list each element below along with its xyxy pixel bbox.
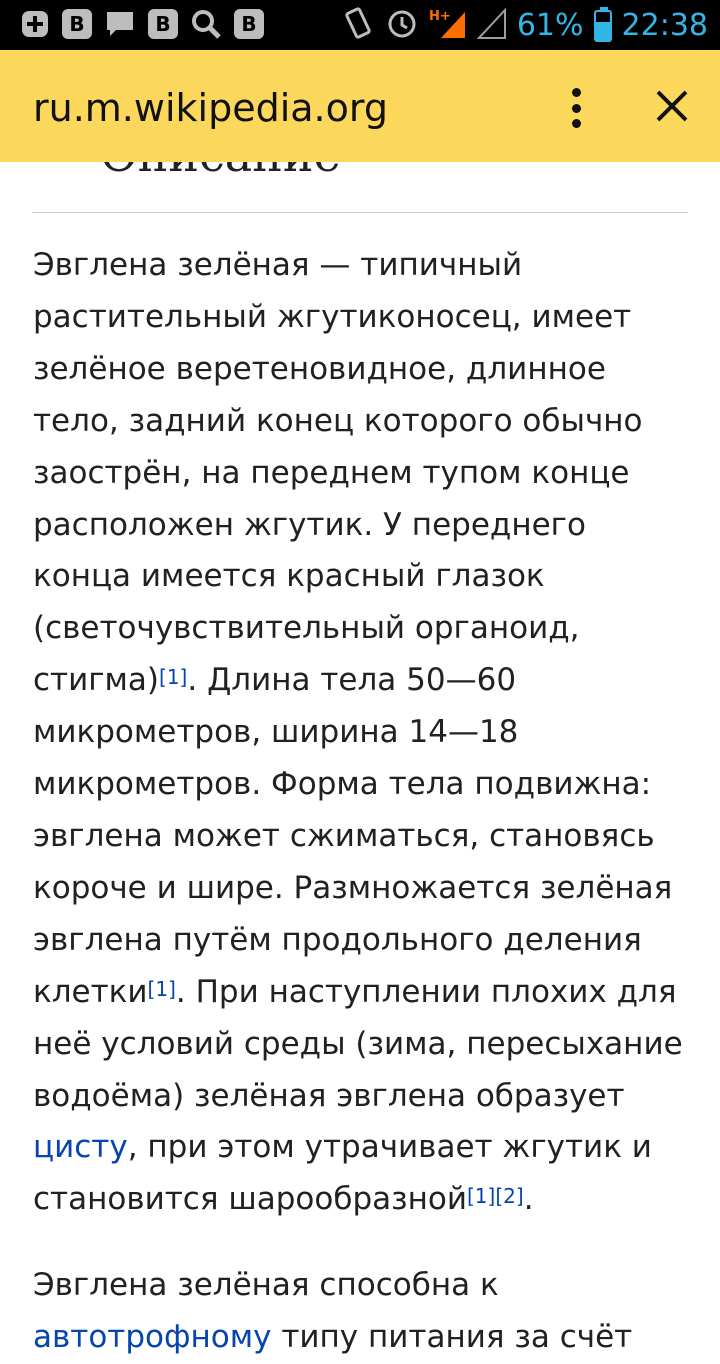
url-display[interactable]: ru.m.wikipedia.org	[33, 86, 388, 130]
link-cyst[interactable]: цисту	[33, 1129, 128, 1166]
battery-icon	[594, 10, 612, 42]
text-run: .	[523, 1181, 534, 1218]
reference-link[interactable]: [2]	[495, 1184, 524, 1209]
reference-link[interactable]: [1]	[147, 976, 176, 1001]
text-run: . При наступлении плохих для неё условий среды (зима, пересыхание водоёма) зелёная эвглена образует	[33, 973, 683, 1114]
clock: 22:38	[621, 8, 708, 43]
dot-icon	[572, 104, 581, 113]
status-bar	[0, 0, 720, 50]
text-run: , при этом утрачивает жгутик и становится шарообразной	[33, 1129, 652, 1218]
text-run: . Длина тела 50—60 микрометров, ширина 14—18 микрометров. Форма тела подвижна: эвглена может сжиматься, становясь короче и шире. Размножается зелёная эвглена путём продольного деления клетки	[33, 662, 673, 1010]
paragraph	[33, 240, 693, 1226]
chat-icon	[104, 9, 136, 39]
wifi-icon	[477, 6, 507, 45]
paragraph	[33, 1260, 693, 1364]
text-run: Эвглена зелёная способна к	[33, 1267, 499, 1304]
close-icon	[650, 84, 694, 128]
browser-toolbar	[0, 50, 720, 162]
signal-icon	[429, 6, 467, 45]
vk-icon: B	[62, 9, 92, 39]
section-divider	[32, 212, 688, 213]
text-run: типу питания за счёт	[271, 1319, 633, 1356]
text-run: Эвглена зелёная — типичный растительный жгутиконосец, имеет зелёное веретеновидное, длинное тело, задний конец которого обычно заострён, на переднем тупом конце расположен жгутик. У переднего конца имеется красный глазок (светочувствительный органоид, стигма)	[33, 247, 643, 699]
notification-icons	[20, 8, 264, 40]
search-icon	[190, 8, 222, 40]
more-options-button[interactable]	[556, 82, 596, 134]
vk-icon: B	[234, 9, 264, 39]
dot-icon	[572, 119, 581, 128]
plus-icon	[20, 9, 50, 39]
battery-percent: 61%	[516, 8, 584, 43]
reference-link[interactable]: [1]	[159, 665, 188, 690]
close-button[interactable]	[650, 84, 694, 128]
system-status	[341, 6, 708, 45]
link-autotrophy[interactable]: автотрофному	[33, 1319, 272, 1356]
svg-text:H+: H+	[428, 9, 451, 24]
vk-icon: B	[148, 9, 178, 39]
alarm-icon	[385, 6, 419, 45]
vibrate-icon	[341, 6, 375, 45]
reference-link[interactable]: [1]	[467, 1184, 496, 1209]
article-content	[33, 240, 693, 1364]
dot-icon	[572, 88, 581, 97]
